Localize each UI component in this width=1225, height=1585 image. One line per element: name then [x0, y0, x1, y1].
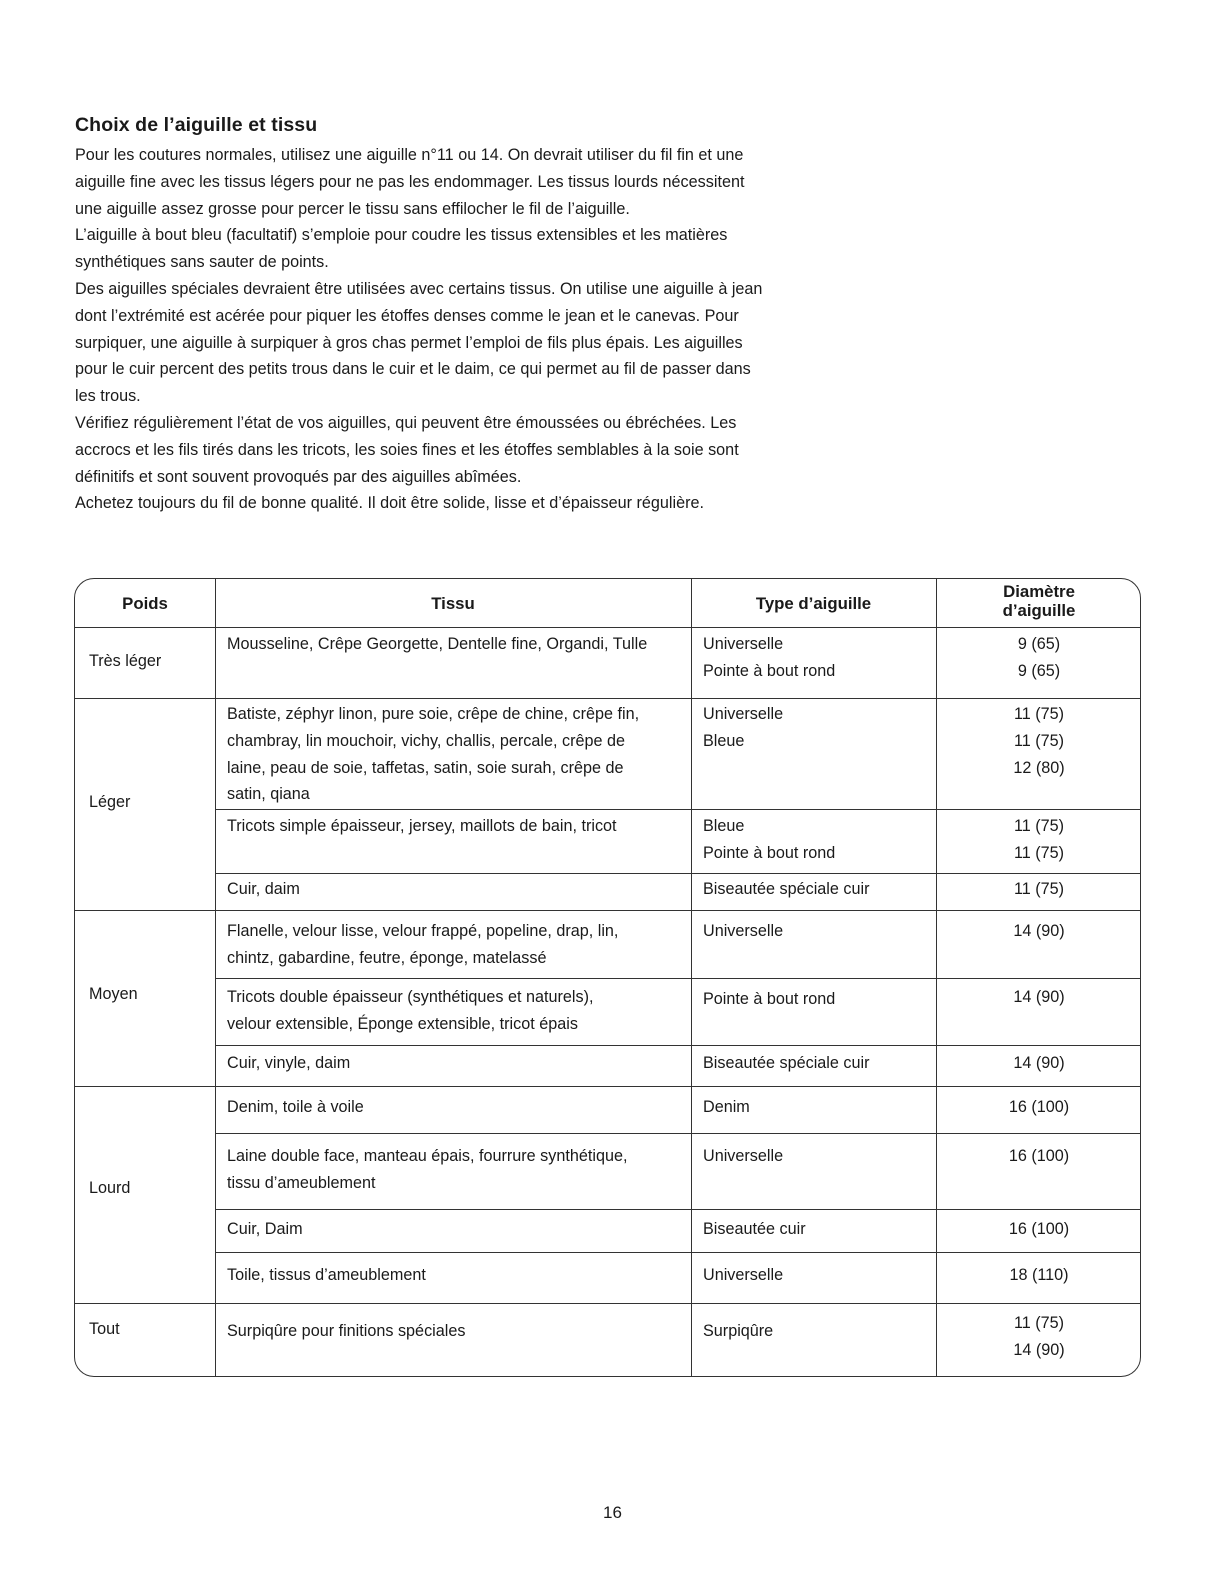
intro-line: une aiguille assez grosse pour percer le tissu sans effilocher le fil de l’aiguille. [75, 199, 630, 218]
tissu-line: Surpiqûre pour finitions spéciales [227, 1322, 466, 1340]
tissu-line: Batiste, zéphyr linon, pure soie, crêpe de chine, crêpe fin, [227, 705, 640, 723]
diametre-line: 9 (65) [1017, 635, 1061, 653]
tissu-cell [227, 1143, 627, 1197]
diametre-cell [936, 701, 1141, 781]
diametre-line: 11 (75) [1013, 731, 1065, 750]
type-cell [703, 1262, 783, 1289]
tissu-cell [227, 1216, 303, 1243]
diametre-line: 14 (90) [1013, 988, 1065, 1006]
diametre-line: 11 (75) [1013, 817, 1065, 835]
intro-line: aiguille fine avec les tissus légers pour ne pas les endommager. Les tissus lourds nécessitent [75, 172, 745, 191]
diametre-line: 16 (100) [1008, 1220, 1070, 1238]
diametre-cell [936, 813, 1141, 867]
header-tissu: Tissu [431, 594, 475, 613]
type-cell [703, 701, 783, 755]
type-cell [703, 1318, 773, 1345]
diametre-line: 11 (75) [1013, 1314, 1065, 1332]
tissu-line: Tricots simple épaisseur, jersey, maillots de bain, tricot [227, 817, 617, 835]
header-type: Type d’aiguille [755, 594, 872, 613]
diametre-line: 16 (100) [1008, 1098, 1070, 1116]
tissu-line: tissu d’ameublement [227, 1173, 376, 1192]
diametre-line: 14 (90) [1013, 1054, 1065, 1072]
poids-label: Moyen [89, 985, 138, 1003]
tissu-cell [227, 918, 618, 972]
tissu-line: chambray, lin mouchoir, vichy, challis, percale, crêpe de [227, 731, 625, 750]
intro-line: les trous. [75, 387, 141, 406]
intro-line: pour le cuir percent des petits trous dans le cuir et le daim, ce qui permet au fil de passer dans [75, 360, 751, 379]
diametre-cell [936, 1310, 1141, 1364]
diametre-line: 16 (100) [1008, 1147, 1070, 1165]
tissu-cell [227, 984, 594, 1038]
intro-line: dont l’extrémité est acérée pour piquer les étoffes denses comme le jean et le canevas. Pour [75, 306, 739, 325]
diametre-cell [936, 984, 1141, 1011]
diametre-cell [936, 918, 1141, 945]
intro-line: Vérifiez régulièrement l’état de vos aiguilles, qui peuvent être émoussées ou ébréchées. Les [75, 413, 737, 432]
diametre-line: 14 (90) [1013, 1340, 1065, 1359]
type-line: Bleue [703, 817, 745, 835]
intro-line: Des aiguilles spéciales devraient être utilisées avec certains tissus. On utilise une aiguille à jean [75, 279, 763, 298]
tissu-line: Tricots double épaisseur (synthétiques et naturels), [227, 988, 594, 1006]
type-line: Biseautée spéciale cuir [703, 880, 870, 898]
row-divider [215, 1252, 1140, 1253]
type-line: Universelle [703, 922, 784, 940]
type-cell [703, 1143, 783, 1170]
tissu-line: laine, peau de soie, taffetas, satin, soie surah, crêpe de [227, 758, 624, 777]
diametre-cell [936, 1094, 1141, 1121]
type-line: Denim [703, 1098, 750, 1116]
tissu-cell [227, 1050, 350, 1077]
diametre-cell [936, 876, 1141, 903]
intro-line: Achetez toujours du fil de bonne qualité. Il doit être solide, lisse et d’épaisseur régulière. [75, 494, 704, 513]
type-cell [703, 1216, 806, 1243]
group-divider [75, 1303, 1140, 1304]
tissu-cell [227, 813, 617, 840]
type-cell [703, 631, 835, 685]
tissu-line: velour extensible, Éponge extensible, tricot épais [227, 1014, 578, 1033]
tissu-line: Cuir, vinyle, daim [227, 1054, 351, 1072]
diametre-cell [936, 631, 1141, 685]
group-divider [75, 910, 1140, 911]
type-line: Surpiqûre [703, 1322, 774, 1340]
header-poids: Poids [122, 594, 168, 613]
type-cell [703, 876, 869, 903]
diametre-cell [936, 1262, 1141, 1289]
intro-line: synthétiques sans sauter de points. [75, 253, 329, 272]
tissu-line: Toile, tissus d’ameublement [227, 1266, 426, 1284]
diametre-cell [936, 1216, 1141, 1243]
type-line: Universelle [703, 705, 784, 723]
tissu-line: Cuir, daim [227, 880, 300, 898]
type-line: Universelle [703, 1147, 784, 1165]
tissu-line: Mousseline, Crêpe Georgette, Dentelle fine, Organdi, Tulle [227, 635, 648, 653]
diametre-line: 11 (75) [1013, 843, 1065, 862]
tissu-line: Denim, toile à voile [227, 1098, 364, 1116]
type-line: Pointe à bout rond [703, 661, 836, 680]
diametre-line: 9 (65) [1017, 661, 1061, 680]
intro-line: accrocs et les fils tirés dans les tricots, les soies fines et les étoffes semblables à la soie sont [75, 440, 739, 459]
needle-fabric-table [74, 578, 1141, 1377]
row-divider [215, 809, 1140, 810]
type-line: Universelle [703, 1266, 784, 1284]
poids-label: Très léger [89, 652, 162, 670]
row-divider [215, 873, 1140, 874]
group-divider [75, 1086, 1140, 1087]
type-line: Pointe à bout rond [703, 990, 836, 1008]
type-line: Universelle [703, 635, 784, 653]
tissu-cell [227, 701, 639, 808]
diametre-line: 18 (110) [1009, 1266, 1069, 1284]
tissu-line: chintz, gabardine, feutre, éponge, matelassé [227, 948, 547, 967]
tissu-line: Cuir, Daim [227, 1220, 303, 1238]
type-cell [703, 986, 835, 1013]
diametre-line: 14 (90) [1013, 922, 1065, 940]
intro-line: surpiquer, une aiguille à surpiquer à gros chas permet l’emploi de fils plus épais. Les aiguilles [75, 333, 743, 352]
header-diametre-line: Diamètre [1003, 582, 1075, 601]
diametre-line: 12 (80) [1013, 758, 1065, 777]
type-cell [703, 1050, 869, 1077]
group-divider [75, 698, 1140, 699]
diametre-cell [936, 1143, 1141, 1170]
type-line: Biseautée cuir [703, 1220, 806, 1238]
type-cell [703, 918, 783, 945]
tissu-cell [227, 1262, 426, 1289]
header-diametre [936, 582, 1141, 620]
intro-line: définitifs et sont souvent provoqués par des aiguilles abîmées. [75, 467, 522, 486]
section-title: Choix de l’aiguille et tissu [75, 114, 318, 136]
tissu-cell [227, 631, 647, 658]
type-cell [703, 813, 835, 867]
diametre-cell [936, 1050, 1141, 1077]
tissu-line: Flanelle, velour lisse, velour frappé, popeline, drap, lin, [227, 922, 619, 940]
type-line: Bleue [703, 731, 745, 750]
row-divider [215, 1045, 1140, 1046]
poids-label: Lourd [89, 1179, 131, 1197]
tissu-line: satin, qiana [227, 785, 310, 804]
page-number: 16 [603, 1503, 622, 1522]
row-divider [215, 1133, 1140, 1134]
tissu-cell [227, 1318, 465, 1345]
header-divider [75, 627, 1140, 628]
type-cell [703, 1094, 750, 1121]
type-line: Pointe à bout rond [703, 843, 836, 862]
diametre-line: 11 (75) [1013, 880, 1065, 898]
tissu-cell [227, 1094, 364, 1121]
intro-line: Pour les coutures normales, utilisez une aiguille n°11 ou 14. On devrait utiliser du fil fin et une [75, 146, 744, 164]
poids-label: Léger [89, 793, 131, 811]
row-divider [215, 1209, 1140, 1210]
intro-line: L’aiguille à bout bleu (facultatif) s’emploie pour coudre les tissus extensibles et les matières [75, 226, 728, 245]
diametre-line: 11 (75) [1013, 705, 1065, 723]
header-diametre-line: d’aiguille [1002, 601, 1076, 620]
tissu-cell [227, 876, 300, 903]
poids-label: Tout [89, 1320, 120, 1338]
intro-paragraph [75, 142, 865, 517]
row-divider [215, 978, 1140, 979]
type-line: Biseautée spéciale cuir [703, 1054, 870, 1072]
tissu-line: Laine double face, manteau épais, fourrure synthétique, [227, 1147, 628, 1165]
